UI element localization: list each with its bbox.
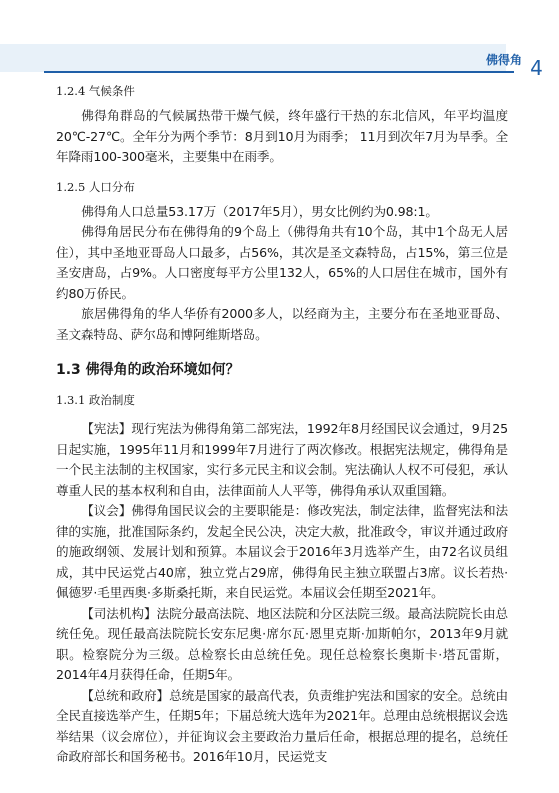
parliament-paragraph: 【议会】佛得角国民议会的主要职能是：修改宪法，制定法律，监督宪法和法律的实施，批准国际条约，发起全民公决，决定大赦，批准政令，审议并通过政府的施政纲领、发展计划和预算。本届议会于2016年3月选举产生，由72名议员组成，其中民运党占40席，独立党占29席，佛得角民主独立联盟占3席。议长若热·佩德罗·毛里西奥·多斯桑托斯，来自民运党。本届议会任期至2021年。	[56, 503, 508, 600]
section-heading-political-system: 1.3.1 政治制度	[56, 393, 135, 407]
population-paragraph-3: 旅居佛得角的华人华侨有2000多人，以经商为主，主要分布在圣地亚哥岛、圣文森特岛、萨尔岛和博阿维斯塔岛。	[56, 306, 508, 342]
judiciary-paragraph: 【司法机构】法院分最高法院、地区法院和分区法院三级。最高法院院长由总统任免。现任最高法院院长安东尼奥·席尔瓦·恩里克斯·加斯帕尔，2013年9月就职。检察院分为三级。总检察长由总统任免。现任总检察长奥斯卡·塔瓦雷斯，2014年4月获得任命，任期5年。	[56, 605, 508, 682]
president-government-paragraph: 【总统和政府】总统是国家的最高代表，负责维护宪法和国家的安全。总统由全民直接选举产生，任期5年；下届总统大选年为2021年。总理由总统根据议会选举结果（议会席位），并征询议会主要政治力量后任命，根据总理的提名，总统任命政府部长和国务秘书。2016年10月，民运党支	[56, 687, 508, 764]
header-band	[0, 44, 506, 72]
running-header-title: 佛得角	[485, 53, 522, 67]
page-content	[56, 82, 508, 768]
constitution-paragraph: 【宪法】现行宪法为佛得角第二部宪法，1992年8月经国民议会通过，9月25日起实施，1995年11月和1999年7月进行了两次修改。根据宪法规定，佛得角是一个民主法制的主权国家，实行多元民主和议会制。宪法确认人权不可侵犯，承认尊重人民的基本权利和自由，法律面前人人平等，佛得角承认双重国籍。	[56, 421, 508, 498]
population-paragraph-2: 佛得角居民分布在佛得角的9个岛上（佛得角共有10个岛，其中1个岛无人居住），其中圣地亚哥岛人口最多，占56%，其次是圣文森特岛，占15%，第三位是圣安唐岛，占9%。人口密度每平方公里132人，65%的人口居住在城市，国外有约80万侨民。	[56, 224, 508, 301]
page-number: 4	[530, 56, 543, 80]
population-paragraph-1: 佛得角人口总量53.17万（2017年5月），男女比例约为0.98:1。	[81, 203, 438, 219]
header-rule	[44, 71, 514, 73]
chapter-heading-politics: 1.3 佛得角的政治环境如何？	[56, 362, 240, 378]
section-heading-climate: 1.2.4 气候条件	[56, 84, 135, 98]
climate-paragraph: 佛得角群岛的气候属热带干燥气候，终年盛行干热的东北信风，年平均温度20℃-27℃。全年分为两个季节：8月到10月为雨季； 11月到次年7月为旱季。全年降雨100-300毫米，主要集中在雨季。	[56, 108, 508, 164]
section-heading-population: 1.2.5 人口分布	[56, 179, 135, 194]
